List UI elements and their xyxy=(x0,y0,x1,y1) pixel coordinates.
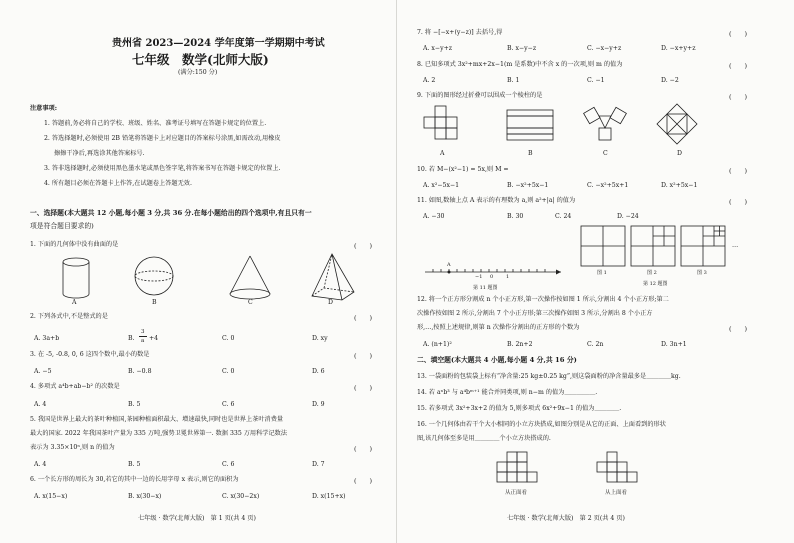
q2-option-b: B. xyxy=(128,335,135,342)
q9-nets-figure xyxy=(423,106,743,154)
question-3: 3. 在 -5, -0.8, 0, 6 这四个数中,最小的数是 xyxy=(30,351,150,358)
q12-fig-1-label: 图 1 xyxy=(597,270,607,276)
question-8: 8. 已知多项式 3x²+mx+2x−1(m 是系数)中不含 x 的一次项,则 m 的值为 xyxy=(417,61,623,68)
section-1-heading: 一、选择题(本大题共 12 小题,每小题 3 分,共 36 分.在每小题给出的四个选项中,有且只有一 xyxy=(30,209,312,217)
note-1: 1. 答题前,务必将自己的学校、班级、姓名、准考证号填写在答题卡规定的位置上. xyxy=(44,120,267,127)
q11-option-b: B. 30 xyxy=(507,213,524,220)
q3-option-b: B. −0.8 xyxy=(128,368,152,375)
q2-option-a: A. 3a+b xyxy=(34,335,60,342)
q12-fig-3-label: 图 3 xyxy=(697,270,707,276)
question-15: 15. 若多项式 3x²+3x+2 的值为 5,则多项式 6x²+9x−1 的值为＿＿＿＿. xyxy=(417,405,622,412)
q1-label-c: C xyxy=(248,299,253,306)
question-5-line-1: 5. 我国是世界上最大的茶叶种植国,茶园种植面积最大、增速最快,同时也是世界上茶叶消费量 xyxy=(30,416,284,423)
q3-option-a: A. −5 xyxy=(34,368,52,375)
q10-option-b: B. −x²+5x−1 xyxy=(507,182,549,189)
score-note: (满分:150 分) xyxy=(178,69,218,76)
q10-option-a: A. x²−5x−1 xyxy=(423,182,460,189)
q4-option-d: D. 9 xyxy=(312,401,325,408)
note-4: 4. 所有题目必须在答题卡上作答,在试题卷上答题无效. xyxy=(44,180,192,187)
q2-fraction-den: a xyxy=(141,338,145,344)
q6-option-b: B. x(30−x) xyxy=(128,493,162,500)
question-12-line-3: 形,…,按照上述规律,则第 n 次操作分割出的正方形的个数为 xyxy=(417,324,580,331)
exam-subtitle: 七年级 数学(北师大版) xyxy=(132,52,269,67)
question-4: 4. 多项式 a⁴b+ab−b² 的次数是 xyxy=(30,383,120,390)
q12-fig-2-label: 图 2 xyxy=(647,270,657,276)
question-12-line-1: 12. 将一个正方形分割成 n 个小正方形,第一次操作按如图 1 所示,分割出 4 个小正方形;第二 xyxy=(417,296,669,303)
q3-option-d: D. 6 xyxy=(312,368,325,375)
q11-tick-1: 1 xyxy=(506,274,510,280)
note-2: 2. 答选择题时,必须使用 2B 铅笔将答题卡上对应题目的答案标号涂黑,如需改动,用橡皮 xyxy=(44,135,281,142)
q8-option-c: C. −1 xyxy=(587,77,605,84)
q11-tick-minus1: −1 xyxy=(475,274,483,280)
q9-label-b: B xyxy=(528,150,533,157)
answer-paren-1: ( ) xyxy=(354,242,373,250)
notes-heading: 注意事项: xyxy=(30,105,58,112)
q12-option-d: D. 3n+1 xyxy=(661,341,687,348)
answer-paren-6: ( ) xyxy=(354,477,373,485)
q8-option-d: D. −2 xyxy=(661,77,679,84)
q2-option-b-tail: +4 xyxy=(149,335,159,342)
answer-paren-5: ( ) xyxy=(354,445,373,453)
question-9: 9. 下面的图形经过折叠可以围成一个棱柱的是 xyxy=(417,92,543,99)
question-7: 7. 将 −[−x+(y−z)] 去括号,得 xyxy=(417,29,503,36)
answer-paren-7: ( ) xyxy=(729,30,748,38)
answer-paren-12: ( ) xyxy=(729,325,748,333)
q7-option-b: B. x−y−z xyxy=(507,45,537,52)
q6-option-a: A. x(15−x) xyxy=(34,493,68,500)
q2-option-d: D. xy xyxy=(312,335,328,342)
q1-label-a: A xyxy=(72,299,77,306)
answer-paren-8: ( ) xyxy=(729,62,748,70)
note-3: 3. 答非选择题时,必须使用黑色墨水笔或黑色签字笔,将答案书写在答题卡规定的位置上. xyxy=(44,165,281,172)
q11-number-line xyxy=(425,262,565,282)
q9-label-a: A xyxy=(440,150,445,157)
q2-fraction-bar xyxy=(139,336,147,337)
page-footer-2: 七年级 · 数学(北师大版) 第 2 页(共 4 页) xyxy=(507,515,625,522)
answer-paren-4: ( ) xyxy=(354,384,373,392)
answer-paren-11: ( ) xyxy=(729,198,748,206)
q6-option-c: C. x(30−2x) xyxy=(222,493,260,500)
exam-title: 贵州省 2023—2024 学年度第一学期期中考试 xyxy=(112,38,325,49)
q12-option-a: A. (n+1)² xyxy=(423,341,452,348)
question-10: 10. 若 M−(x²−1) = 5x,则 M = xyxy=(417,166,509,173)
question-11: 11. 如图,数轴上点 A 表示的有理数为 a,则 a²+|a| 的值为 xyxy=(417,197,576,204)
q7-option-a: A. x−y+z xyxy=(423,45,453,52)
question-12-line-2: 次操作按如图 2 所示,分割出 7 个小正方形;第三次操作如图 3 所示,分割出 8 个小正方 xyxy=(417,310,653,317)
page-footer-1: 七年级 · 数学(北师大版) 第 1 页(共 4 页) xyxy=(138,515,256,522)
q7-option-d: D. −x+y+z xyxy=(661,45,696,52)
question-13: 13. 一袋面粉的包装袋上标有“净含量:25 kg±0.25 kg”,则这袋面粉的净含量最多是＿＿＿＿kg. xyxy=(417,373,681,380)
question-16-line-1: 16. 一个几何体由若干个大小相同的小立方块搭成,如图分别是从它的正面、上面看到的形状 xyxy=(417,421,666,428)
answer-paren-10: ( ) xyxy=(729,167,748,175)
question-5-line-2: 最大的国家. 2022 年我国茶叶产量为 335 万吨,强势卫冕世界第一. 数据 335 万用科学记数法 xyxy=(30,430,288,437)
q12-ellipsis: … xyxy=(732,242,739,249)
section-2-heading: 二、填空题(本大题共 4 小题,每小题 4 分,共 16 分) xyxy=(417,356,577,364)
q12-option-c: C. 2n xyxy=(587,341,604,348)
q6-option-d: D. x(15+x) xyxy=(312,493,346,500)
q9-label-c: C xyxy=(603,150,608,157)
q8-option-b: B. 1 xyxy=(507,77,520,84)
q12-figure-caption: 第 12 题图 xyxy=(643,281,668,287)
section-1-heading-b: 项是符合题目要求的) xyxy=(30,222,94,230)
q10-option-c: C. −x²+5x+1 xyxy=(587,182,629,189)
q16-front-view-label: 从正面看 xyxy=(505,490,528,496)
answer-paren-3: ( ) xyxy=(354,352,373,360)
q2-fraction-num: 3 xyxy=(141,329,145,335)
question-16-line-2: 图,该几何体至多是用＿＿＿＿个小立方块搭成的. xyxy=(417,435,551,442)
q9-label-d: D xyxy=(677,150,682,157)
question-6: 6. 一个长方形的周长为 30,若它的其中一边的长用字母 x 表示,则它的面积为 xyxy=(30,476,239,483)
q1-label-b: B xyxy=(152,299,157,306)
q4-option-c: C. 6 xyxy=(222,401,235,408)
answer-paren-2: ( ) xyxy=(354,314,373,322)
q16-top-view-label: 从上面看 xyxy=(605,490,628,496)
q5-option-a: A. 4 xyxy=(34,461,47,468)
q11-option-c: C. 24 xyxy=(555,213,572,220)
answer-paren-9: ( ) xyxy=(729,93,748,101)
page-2 xyxy=(397,0,794,543)
q4-option-a: A. 4 xyxy=(34,401,47,408)
q4-option-b: B. 5 xyxy=(128,401,141,408)
question-1: 1. 下面的几何体中没有曲面的是 xyxy=(30,241,119,248)
note-2b: 擦擦干净后,再选涂其他答案标号. xyxy=(54,150,145,157)
q12-squares-figure xyxy=(581,226,751,274)
q10-option-d: D. x²+5x−1 xyxy=(661,182,698,189)
q11-option-d: D. −24 xyxy=(617,213,639,220)
q5-option-d: D. 7 xyxy=(312,461,325,468)
q1-label-d: D xyxy=(328,299,333,306)
q5-option-c: C. 6 xyxy=(222,461,235,468)
question-14: 14. 若 aⁿb³ 与 a⁴bᵐ⁺¹ 能合并同类项,则 n−m 的值为＿＿＿＿＿. xyxy=(417,389,598,396)
q11-option-a: A. −30 xyxy=(423,213,445,220)
q11-tick-0: 0 xyxy=(490,274,494,280)
q2-option-c: C. 0 xyxy=(222,335,235,342)
q12-option-b: B. 2n+2 xyxy=(507,341,533,348)
question-5-line-3: 表示为 3.35×10ⁿ,则 n 的值为 xyxy=(30,444,115,451)
q8-option-a: A. 2 xyxy=(423,77,436,84)
q11-figure-caption: 第 11 题图 xyxy=(473,285,498,291)
q11-point-a-label: A xyxy=(447,262,451,268)
q3-option-c: C. 0 xyxy=(222,368,235,375)
question-2: 2. 下列各式中,不是整式的是 xyxy=(30,313,108,320)
q7-option-c: C. −x−y+z xyxy=(587,45,622,52)
q5-option-b: B. 5 xyxy=(128,461,141,468)
